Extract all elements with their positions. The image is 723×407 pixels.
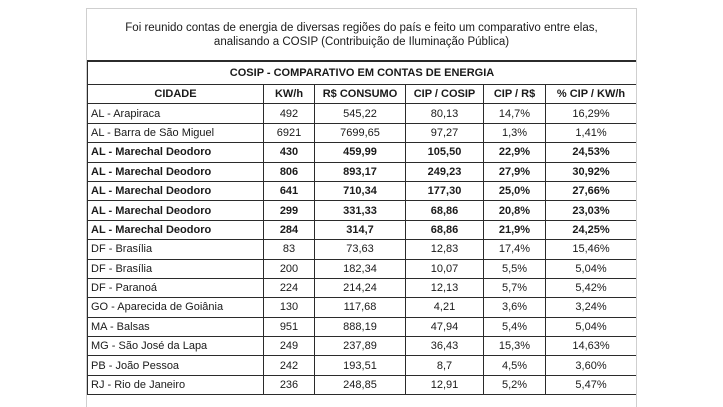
- cell-cip-cosip: 10,07: [406, 259, 484, 278]
- cell-cidade: MG - São José da Lapa: [88, 337, 264, 356]
- table-body: [88, 104, 637, 395]
- table-row: [88, 278, 637, 297]
- header-pct-cip-kwh: % CIP / KW/h: [546, 85, 637, 104]
- cell-consumo: 7699,65: [315, 123, 406, 142]
- table-row: [88, 123, 637, 142]
- cell-pct-cip-kwh: 23,03%: [546, 201, 637, 220]
- cell-cidade: AL - Marechal Deodoro: [88, 181, 264, 200]
- cell-cip-rs: 5,4%: [484, 317, 546, 336]
- cell-pct-cip-kwh: 16,29%: [546, 104, 637, 123]
- table-row: [88, 240, 637, 259]
- intro-line-1: Foi reunido contas de energia de diversas regiões do país e feito um comparativo entre elas,: [125, 21, 598, 34]
- cell-consumo: 182,34: [315, 259, 406, 278]
- cell-pct-cip-kwh: 15,46%: [546, 240, 637, 259]
- cell-kwh: 200: [264, 259, 315, 278]
- cell-pct-cip-kwh: 24,53%: [546, 143, 637, 162]
- cell-consumo: 893,17: [315, 162, 406, 181]
- cell-cidade: RJ - Rio de Janeiro: [88, 375, 264, 394]
- cell-cip-rs: 3,6%: [484, 298, 546, 317]
- cell-kwh: 951: [264, 317, 315, 336]
- cell-cidade: DF - Paranoá: [88, 278, 264, 297]
- cell-kwh: 806: [264, 162, 315, 181]
- cell-kwh: 130: [264, 298, 315, 317]
- cell-cidade: AL - Marechal Deodoro: [88, 143, 264, 162]
- cell-cidade: AL - Marechal Deodoro: [88, 162, 264, 181]
- header-cip-rs: CIP / R$: [484, 85, 546, 104]
- cell-cip-rs: 27,9%: [484, 162, 546, 181]
- cell-kwh: 6921: [264, 123, 315, 142]
- cell-pct-cip-kwh: 1,41%: [546, 123, 637, 142]
- cell-cip-rs: 15,3%: [484, 337, 546, 356]
- cell-pct-cip-kwh: 5,04%: [546, 317, 637, 336]
- cell-consumo: 117,68: [315, 298, 406, 317]
- table-row: [88, 375, 637, 394]
- cell-cip-rs: 5,5%: [484, 259, 546, 278]
- cell-pct-cip-kwh: 14,63%: [546, 337, 637, 356]
- cell-cip-cosip: 105,50: [406, 143, 484, 162]
- table-row: [88, 181, 637, 200]
- cell-cip-cosip: 68,86: [406, 220, 484, 239]
- cell-consumo: 710,34: [315, 181, 406, 200]
- cell-cip-rs: 1,3%: [484, 123, 546, 142]
- cell-cip-rs: 21,9%: [484, 220, 546, 239]
- cell-cip-rs: 25,0%: [484, 181, 546, 200]
- cell-cip-cosip: 12,83: [406, 240, 484, 259]
- cell-cip-rs: 22,9%: [484, 143, 546, 162]
- cell-cip-cosip: 36,43: [406, 337, 484, 356]
- table-row: [88, 162, 637, 181]
- cell-kwh: 242: [264, 356, 315, 375]
- cell-consumo: 314,7: [315, 220, 406, 239]
- table-row: [88, 317, 637, 336]
- cell-kwh: 224: [264, 278, 315, 297]
- cell-cidade: DF - Brasília: [88, 240, 264, 259]
- table-row: [88, 143, 637, 162]
- table-row: [88, 201, 637, 220]
- cell-cip-rs: 20,8%: [484, 201, 546, 220]
- cell-cip-cosip: 12,13: [406, 278, 484, 297]
- header-row: [88, 85, 637, 104]
- header-consumo: R$ CONSUMO: [315, 85, 406, 104]
- cell-cip-cosip: 4,21: [406, 298, 484, 317]
- cell-cidade: GO - Aparecida de Goiânia: [88, 298, 264, 317]
- cell-cip-cosip: 12,91: [406, 375, 484, 394]
- cell-pct-cip-kwh: 30,92%: [546, 162, 637, 181]
- table-row: [88, 298, 637, 317]
- cell-consumo: 545,22: [315, 104, 406, 123]
- cell-pct-cip-kwh: 5,47%: [546, 375, 637, 394]
- cell-cip-cosip: 80,13: [406, 104, 484, 123]
- cell-consumo: 214,24: [315, 278, 406, 297]
- cell-cip-cosip: 8,7: [406, 356, 484, 375]
- cell-pct-cip-kwh: 3,60%: [546, 356, 637, 375]
- cell-consumo: 193,51: [315, 356, 406, 375]
- header-cidade: CIDADE: [88, 85, 264, 104]
- cell-kwh: 236: [264, 375, 315, 394]
- cell-cip-rs: 4,5%: [484, 356, 546, 375]
- intro-line-2: analisando a COSIP (Contribuição de Iluminação Pública): [213, 35, 510, 48]
- cell-cip-cosip: 177,30: [406, 181, 484, 200]
- cell-cidade: AL - Marechal Deodoro: [88, 201, 264, 220]
- cell-consumo: 73,63: [315, 240, 406, 259]
- cell-kwh: 492: [264, 104, 315, 123]
- cell-kwh: 284: [264, 220, 315, 239]
- cell-kwh: 641: [264, 181, 315, 200]
- cell-cidade: PB - João Pessoa: [88, 356, 264, 375]
- cell-pct-cip-kwh: 3,24%: [546, 298, 637, 317]
- cosip-table: [87, 60, 637, 395]
- cell-kwh: 299: [264, 201, 315, 220]
- cell-cip-cosip: 68,86: [406, 201, 484, 220]
- cell-cip-cosip: 249,23: [406, 162, 484, 181]
- document-sheet: [86, 8, 637, 407]
- cell-cidade: DF - Brasília: [88, 259, 264, 278]
- cell-consumo: 459,99: [315, 143, 406, 162]
- table-row: [88, 220, 637, 239]
- cell-cidade: MA - Balsas: [88, 317, 264, 336]
- table-row: [88, 356, 637, 375]
- cell-kwh: 83: [264, 240, 315, 259]
- cell-cip-cosip: 47,94: [406, 317, 484, 336]
- cell-pct-cip-kwh: 27,66%: [546, 181, 637, 200]
- cell-cip-rs: 17,4%: [484, 240, 546, 259]
- header-cip-cosip: CIP / COSIP: [406, 85, 484, 104]
- table-row: [88, 337, 637, 356]
- cell-pct-cip-kwh: 5,42%: [546, 278, 637, 297]
- cell-cidade: AL - Arapiraca: [88, 104, 264, 123]
- cell-cip-rs: 5,2%: [484, 375, 546, 394]
- cell-kwh: 430: [264, 143, 315, 162]
- cell-cip-rs: 14,7%: [484, 104, 546, 123]
- cell-pct-cip-kwh: 24,25%: [546, 220, 637, 239]
- cell-consumo: 248,85: [315, 375, 406, 394]
- cell-pct-cip-kwh: 5,04%: [546, 259, 637, 278]
- cell-cip-rs: 5,7%: [484, 278, 546, 297]
- table-row: [88, 104, 637, 123]
- cell-cidade: AL - Marechal Deodoro: [88, 220, 264, 239]
- header-kwh: KW/h: [264, 85, 315, 104]
- cell-kwh: 249: [264, 337, 315, 356]
- cell-consumo: 331,33: [315, 201, 406, 220]
- table-title: COSIP - COMPARATIVO EM CONTAS DE ENERGIA: [88, 61, 637, 85]
- intro-text: [87, 9, 636, 60]
- cell-consumo: 888,19: [315, 317, 406, 336]
- cell-consumo: 237,89: [315, 337, 406, 356]
- cell-cip-cosip: 97,27: [406, 123, 484, 142]
- table-row: [88, 259, 637, 278]
- cell-cidade: AL - Barra de São Miguel: [88, 123, 264, 142]
